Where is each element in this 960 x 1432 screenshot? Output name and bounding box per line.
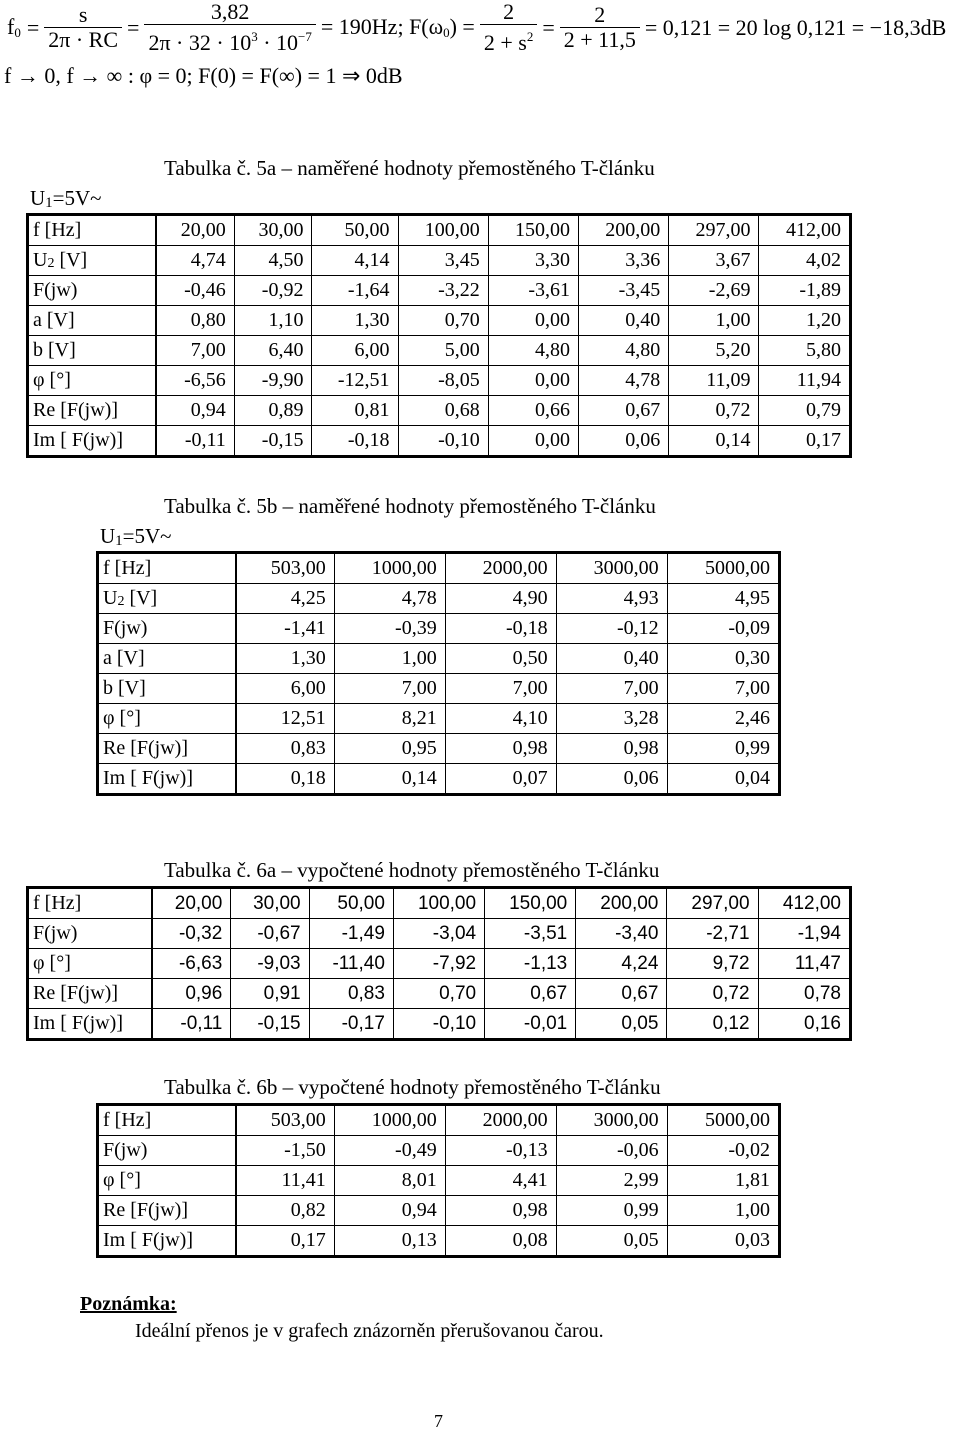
table-cell: 0,67 bbox=[576, 979, 667, 1009]
table-cell: 0,14 bbox=[669, 426, 759, 457]
table-cell: 5,80 bbox=[759, 336, 851, 366]
fraction-s-over-2pi-rc: $\frac{s}{2\pi \cdot RC}$ bbox=[44, 3, 122, 52]
table-cell: -0,32 bbox=[152, 919, 231, 949]
table-5b-caption: Tabulka č. 5b – naměřené hodnoty přemostěného T-článku bbox=[164, 494, 656, 518]
table-6a-caption: Tabulka č. 6a – vypočtené hodnoty přemostěného T-článku bbox=[164, 858, 660, 882]
table-cell: -0,67 bbox=[231, 919, 309, 949]
table-row bbox=[28, 215, 851, 246]
table-cell: -1,49 bbox=[309, 919, 393, 949]
table-cell: 0,40 bbox=[556, 644, 667, 674]
table-5b bbox=[96, 551, 781, 796]
table-cell: 0,50 bbox=[445, 644, 556, 674]
table-cell: 7,00 bbox=[667, 674, 779, 704]
table-row bbox=[98, 1226, 780, 1257]
row-header: F(jw) bbox=[98, 614, 237, 644]
table-cell: 1000,00 bbox=[334, 1105, 445, 1136]
table-cell: 0,17 bbox=[759, 426, 851, 457]
table-cell: 100,00 bbox=[393, 888, 484, 919]
fraction-transfer: $\frac{2}{2 + s^2}$ bbox=[480, 0, 537, 55]
table-cell: 11,47 bbox=[758, 949, 850, 979]
table-cell: 2,46 bbox=[667, 704, 779, 734]
table-cell: -6,63 bbox=[152, 949, 231, 979]
table-cell: -11,40 bbox=[309, 949, 393, 979]
table-row bbox=[28, 1009, 851, 1040]
table-cell: 1,00 bbox=[334, 644, 445, 674]
table-cell: 0,98 bbox=[445, 1196, 556, 1226]
table-cell: 150,00 bbox=[485, 888, 576, 919]
table-cell: 1,81 bbox=[667, 1166, 779, 1196]
result-f0-hz: = 190Hz; $F(\omega_0)$ = bbox=[320, 14, 475, 40]
table-cell: -3,61 bbox=[488, 276, 578, 306]
table-row bbox=[98, 1136, 780, 1166]
table-cell: 30,00 bbox=[231, 888, 309, 919]
table-cell: 0,00 bbox=[488, 366, 578, 396]
table-row bbox=[98, 553, 780, 584]
table-cell: 7,00 bbox=[445, 674, 556, 704]
table-cell: 0,70 bbox=[393, 979, 484, 1009]
table-cell: 4,25 bbox=[236, 584, 334, 614]
table-cell: -2,71 bbox=[667, 919, 758, 949]
table-cell: 3000,00 bbox=[556, 1105, 667, 1136]
table-cell: 0,68 bbox=[398, 396, 488, 426]
table-cell: -1,41 bbox=[236, 614, 334, 644]
table-cell: 3,28 bbox=[556, 704, 667, 734]
table-cell: 0,03 bbox=[667, 1226, 779, 1257]
table-cell: 0,70 bbox=[398, 306, 488, 336]
table-cell: 100,00 bbox=[398, 215, 488, 246]
table-cell: 7,00 bbox=[156, 336, 234, 366]
table-row bbox=[28, 366, 851, 396]
table-cell: 0,67 bbox=[579, 396, 669, 426]
table-cell: 12,51 bbox=[236, 704, 334, 734]
table-row bbox=[98, 1166, 780, 1196]
table-cell: -0,15 bbox=[234, 426, 312, 457]
table-cell: -9,90 bbox=[234, 366, 312, 396]
table-6b bbox=[96, 1103, 781, 1258]
table-cell: -0,18 bbox=[445, 614, 556, 644]
table-6a bbox=[26, 886, 852, 1041]
row-header: f [Hz] bbox=[28, 888, 152, 919]
table-cell: 1,00 bbox=[667, 1196, 779, 1226]
table-cell: 1,30 bbox=[236, 644, 334, 674]
table-cell: 2000,00 bbox=[445, 553, 556, 584]
table-cell: 4,80 bbox=[579, 336, 669, 366]
table-cell: 0,06 bbox=[556, 764, 667, 795]
table-cell: 3000,00 bbox=[556, 553, 667, 584]
table-cell: -0,15 bbox=[231, 1009, 309, 1040]
table-cell: 4,02 bbox=[759, 246, 851, 276]
table-cell: -3,51 bbox=[485, 919, 576, 949]
table-cell: 20,00 bbox=[152, 888, 231, 919]
table-row bbox=[98, 764, 780, 795]
row-header: Re [F(jw)] bbox=[98, 1196, 237, 1226]
table-cell: 297,00 bbox=[669, 215, 759, 246]
table-cell: 0,17 bbox=[236, 1226, 334, 1257]
row-header: f [Hz] bbox=[98, 553, 237, 584]
table-cell: 503,00 bbox=[236, 553, 334, 584]
table-row bbox=[98, 734, 780, 764]
table-cell: 0,30 bbox=[667, 644, 779, 674]
table-cell: 50,00 bbox=[309, 888, 393, 919]
table-cell: -0,11 bbox=[156, 426, 234, 457]
table-cell: 0,95 bbox=[334, 734, 445, 764]
table-row bbox=[28, 336, 851, 366]
table-row bbox=[28, 396, 851, 426]
table-cell: 6,00 bbox=[236, 674, 334, 704]
row-header: U2 [V] bbox=[98, 584, 237, 614]
table-cell: 503,00 bbox=[236, 1105, 334, 1136]
table-row bbox=[98, 674, 780, 704]
table-cell: 200,00 bbox=[579, 215, 669, 246]
table-6b-caption: Tabulka č. 6b – vypočtené hodnoty přemostěného T-článku bbox=[164, 1075, 661, 1099]
table-row bbox=[98, 614, 780, 644]
fraction-numeric: $\frac{3,82}{2\pi \cdot 32 \cdot 10^3 \cdot 10^{-7}}$ bbox=[144, 0, 315, 55]
table-cell: 4,90 bbox=[445, 584, 556, 614]
table-cell: 20,00 bbox=[156, 215, 234, 246]
table-cell: 1000,00 bbox=[334, 553, 445, 584]
table-cell: 11,09 bbox=[669, 366, 759, 396]
formula-line-1: $f_0$ = $\frac{s}{2\pi \cdot RC}$ = $\frac{3,82}{2\pi \cdot 32 \cdot 10^3 \cdot 10^{-7}}$ = 190Hz; $F(\omega_0)$ = $\frac{2}{2 + s^2}$ = $\frac{2}{2 + 11,5}$ = 0,121 = 20 log 0,121 = −18,3dB bbox=[7, 0, 947, 55]
table-5a bbox=[26, 213, 852, 458]
table-cell: 0,06 bbox=[579, 426, 669, 457]
table-row bbox=[98, 584, 780, 614]
table-cell: 2000,00 bbox=[445, 1105, 556, 1136]
row-header: Im [ F(jw)] bbox=[28, 426, 156, 457]
table-cell: 1,20 bbox=[759, 306, 851, 336]
table-cell: -0,10 bbox=[393, 1009, 484, 1040]
table-cell: 1,10 bbox=[234, 306, 312, 336]
result-db: = 0,121 = 20 log 0,121 = −18,3dB bbox=[644, 14, 947, 40]
table-cell: -0,11 bbox=[152, 1009, 231, 1040]
table-row bbox=[28, 919, 851, 949]
row-header: Im [ F(jw)] bbox=[98, 1226, 237, 1257]
table-cell: -3,22 bbox=[398, 276, 488, 306]
row-header: F(jw) bbox=[98, 1136, 237, 1166]
table-cell: 0,12 bbox=[667, 1009, 758, 1040]
table-cell: 11,94 bbox=[759, 366, 851, 396]
table-cell: 0,72 bbox=[667, 979, 758, 1009]
row-header: a [V] bbox=[98, 644, 237, 674]
table-cell: 0,18 bbox=[236, 764, 334, 795]
table-5a-caption: Tabulka č. 5a – naměřené hodnoty přemostěného T-článku bbox=[164, 156, 655, 180]
table-row bbox=[28, 276, 851, 306]
table-cell: -0,46 bbox=[156, 276, 234, 306]
fraction-transfer-numeric: $\frac{2}{2 + 11,5}$ bbox=[560, 3, 640, 52]
row-header: a [V] bbox=[28, 306, 156, 336]
table-cell: 0,05 bbox=[556, 1226, 667, 1257]
table-cell: 3,36 bbox=[579, 246, 669, 276]
table-cell: 30,00 bbox=[234, 215, 312, 246]
table-cell: 412,00 bbox=[758, 888, 850, 919]
table-cell: 11,41 bbox=[236, 1166, 334, 1196]
table-cell: 0,91 bbox=[231, 979, 309, 1009]
table-cell: 0,72 bbox=[669, 396, 759, 426]
row-header: Re [F(jw)] bbox=[28, 396, 156, 426]
formula-line-2: f → 0, f → ∞ : φ = 0; F(0) = F(∞) = 1 ⇒ 0dB bbox=[4, 63, 403, 88]
table-5b-u1-label: $U_1=5V\sim$ bbox=[100, 524, 172, 549]
table-row bbox=[98, 644, 780, 674]
table-row bbox=[98, 1196, 780, 1226]
table-cell: 0,79 bbox=[759, 396, 851, 426]
table-cell: -0,02 bbox=[667, 1136, 779, 1166]
table-cell: 0,96 bbox=[152, 979, 231, 1009]
table-cell: 0,94 bbox=[156, 396, 234, 426]
table-cell: 412,00 bbox=[759, 215, 851, 246]
table-cell: 0,89 bbox=[234, 396, 312, 426]
table-cell: 4,78 bbox=[579, 366, 669, 396]
table-cell: 6,00 bbox=[312, 336, 398, 366]
table-cell: 0,80 bbox=[156, 306, 234, 336]
table-cell: -0,17 bbox=[309, 1009, 393, 1040]
table-cell: 0,98 bbox=[556, 734, 667, 764]
row-header: F(jw) bbox=[28, 276, 156, 306]
row-header: f [Hz] bbox=[28, 215, 156, 246]
table-cell: 0,14 bbox=[334, 764, 445, 795]
row-header: Re [F(jw)] bbox=[98, 734, 237, 764]
row-header: φ [°] bbox=[28, 949, 152, 979]
table-cell: -7,92 bbox=[393, 949, 484, 979]
table-row bbox=[28, 949, 851, 979]
table-cell: 8,01 bbox=[334, 1166, 445, 1196]
table-cell: 50,00 bbox=[312, 215, 398, 246]
table-cell: -0,10 bbox=[398, 426, 488, 457]
table-cell: 5000,00 bbox=[667, 553, 779, 584]
table-cell: 0,05 bbox=[576, 1009, 667, 1040]
table-cell: -1,50 bbox=[236, 1136, 334, 1166]
table-cell: 5000,00 bbox=[667, 1105, 779, 1136]
page-number: 7 bbox=[434, 1411, 443, 1431]
table-row bbox=[28, 426, 851, 457]
table-cell: -0,18 bbox=[312, 426, 398, 457]
table-cell: 2,99 bbox=[556, 1166, 667, 1196]
table-cell: 0,83 bbox=[309, 979, 393, 1009]
row-header: Re [F(jw)] bbox=[28, 979, 152, 1009]
row-header: b [V] bbox=[98, 674, 237, 704]
table-cell: 0,04 bbox=[667, 764, 779, 795]
table-cell: -3,40 bbox=[576, 919, 667, 949]
table-cell: 200,00 bbox=[576, 888, 667, 919]
table-row bbox=[28, 979, 851, 1009]
table-cell: 0,00 bbox=[488, 426, 578, 457]
table-cell: -9,03 bbox=[231, 949, 309, 979]
table-cell: 0,99 bbox=[667, 734, 779, 764]
table-cell: 4,93 bbox=[556, 584, 667, 614]
table-cell: 4,24 bbox=[576, 949, 667, 979]
table-cell: 0,07 bbox=[445, 764, 556, 795]
table-5a-u1-label: $U_1=5V\sim$ bbox=[30, 186, 102, 211]
f0-symbol: $f_0$ bbox=[7, 14, 21, 40]
table-cell: 3,30 bbox=[488, 246, 578, 276]
table-cell: -1,94 bbox=[758, 919, 850, 949]
table-cell: -12,51 bbox=[312, 366, 398, 396]
row-header: U2 [V] bbox=[28, 246, 156, 276]
table-cell: 4,95 bbox=[667, 584, 779, 614]
table-cell: 0,82 bbox=[236, 1196, 334, 1226]
table-cell: 0,81 bbox=[312, 396, 398, 426]
table-cell: 4,50 bbox=[234, 246, 312, 276]
table-cell: 0,94 bbox=[334, 1196, 445, 1226]
table-cell: 0,00 bbox=[488, 306, 578, 336]
table-cell: 5,00 bbox=[398, 336, 488, 366]
table-cell: -0,09 bbox=[667, 614, 779, 644]
table-cell: -8,05 bbox=[398, 366, 488, 396]
table-cell: -2,69 bbox=[669, 276, 759, 306]
row-header: φ [°] bbox=[28, 366, 156, 396]
table-cell: -0,39 bbox=[334, 614, 445, 644]
table-cell: -3,45 bbox=[579, 276, 669, 306]
table-cell: 4,41 bbox=[445, 1166, 556, 1196]
table-cell: -0,06 bbox=[556, 1136, 667, 1166]
note-title: Poznámka: bbox=[80, 1293, 177, 1315]
table-row bbox=[28, 246, 851, 276]
table-cell: 1,30 bbox=[312, 306, 398, 336]
table-cell: 1,00 bbox=[669, 306, 759, 336]
row-header: φ [°] bbox=[98, 1166, 237, 1196]
table-cell: 0,13 bbox=[334, 1226, 445, 1257]
table-cell: 7,00 bbox=[556, 674, 667, 704]
table-row bbox=[28, 306, 851, 336]
row-header: f [Hz] bbox=[98, 1105, 237, 1136]
table-row bbox=[98, 704, 780, 734]
table-cell: -3,04 bbox=[393, 919, 484, 949]
row-header: F(jw) bbox=[28, 919, 152, 949]
table-cell: -0,13 bbox=[445, 1136, 556, 1166]
table-cell: 0,08 bbox=[445, 1226, 556, 1257]
table-cell: 0,66 bbox=[488, 396, 578, 426]
table-cell: 6,40 bbox=[234, 336, 312, 366]
table-cell: 3,67 bbox=[669, 246, 759, 276]
table-cell: 297,00 bbox=[667, 888, 758, 919]
table-cell: 0,98 bbox=[445, 734, 556, 764]
table-cell: 0,99 bbox=[556, 1196, 667, 1226]
table-cell: 0,83 bbox=[236, 734, 334, 764]
row-header: Im [ F(jw)] bbox=[28, 1009, 152, 1040]
table-row bbox=[28, 888, 851, 919]
table-cell: 4,80 bbox=[488, 336, 578, 366]
table-cell: 3,45 bbox=[398, 246, 488, 276]
note-text: Ideální přenos je v grafech znázorněn přerušovanou čarou. bbox=[135, 1320, 604, 1342]
table-cell: 0,40 bbox=[579, 306, 669, 336]
table-cell: 4,10 bbox=[445, 704, 556, 734]
table-cell: 4,14 bbox=[312, 246, 398, 276]
table-cell: 0,78 bbox=[758, 979, 850, 1009]
table-cell: -1,64 bbox=[312, 276, 398, 306]
table-cell: 7,00 bbox=[334, 674, 445, 704]
table-cell: 150,00 bbox=[488, 215, 578, 246]
row-header: φ [°] bbox=[98, 704, 237, 734]
row-header: Im [ F(jw)] bbox=[98, 764, 237, 795]
table-cell: 4,74 bbox=[156, 246, 234, 276]
table-cell: -0,92 bbox=[234, 276, 312, 306]
table-cell: -1,89 bbox=[759, 276, 851, 306]
table-cell: -6,56 bbox=[156, 366, 234, 396]
table-row bbox=[98, 1105, 780, 1136]
row-header: b [V] bbox=[28, 336, 156, 366]
table-cell: 0,67 bbox=[485, 979, 576, 1009]
table-cell: -0,01 bbox=[485, 1009, 576, 1040]
table-cell: 5,20 bbox=[669, 336, 759, 366]
table-cell: 0,16 bbox=[758, 1009, 850, 1040]
table-cell: -0,49 bbox=[334, 1136, 445, 1166]
table-cell: -1,13 bbox=[485, 949, 576, 979]
table-cell: 9,72 bbox=[667, 949, 758, 979]
table-cell: 8,21 bbox=[334, 704, 445, 734]
table-cell: 4,78 bbox=[334, 584, 445, 614]
table-cell: -0,12 bbox=[556, 614, 667, 644]
